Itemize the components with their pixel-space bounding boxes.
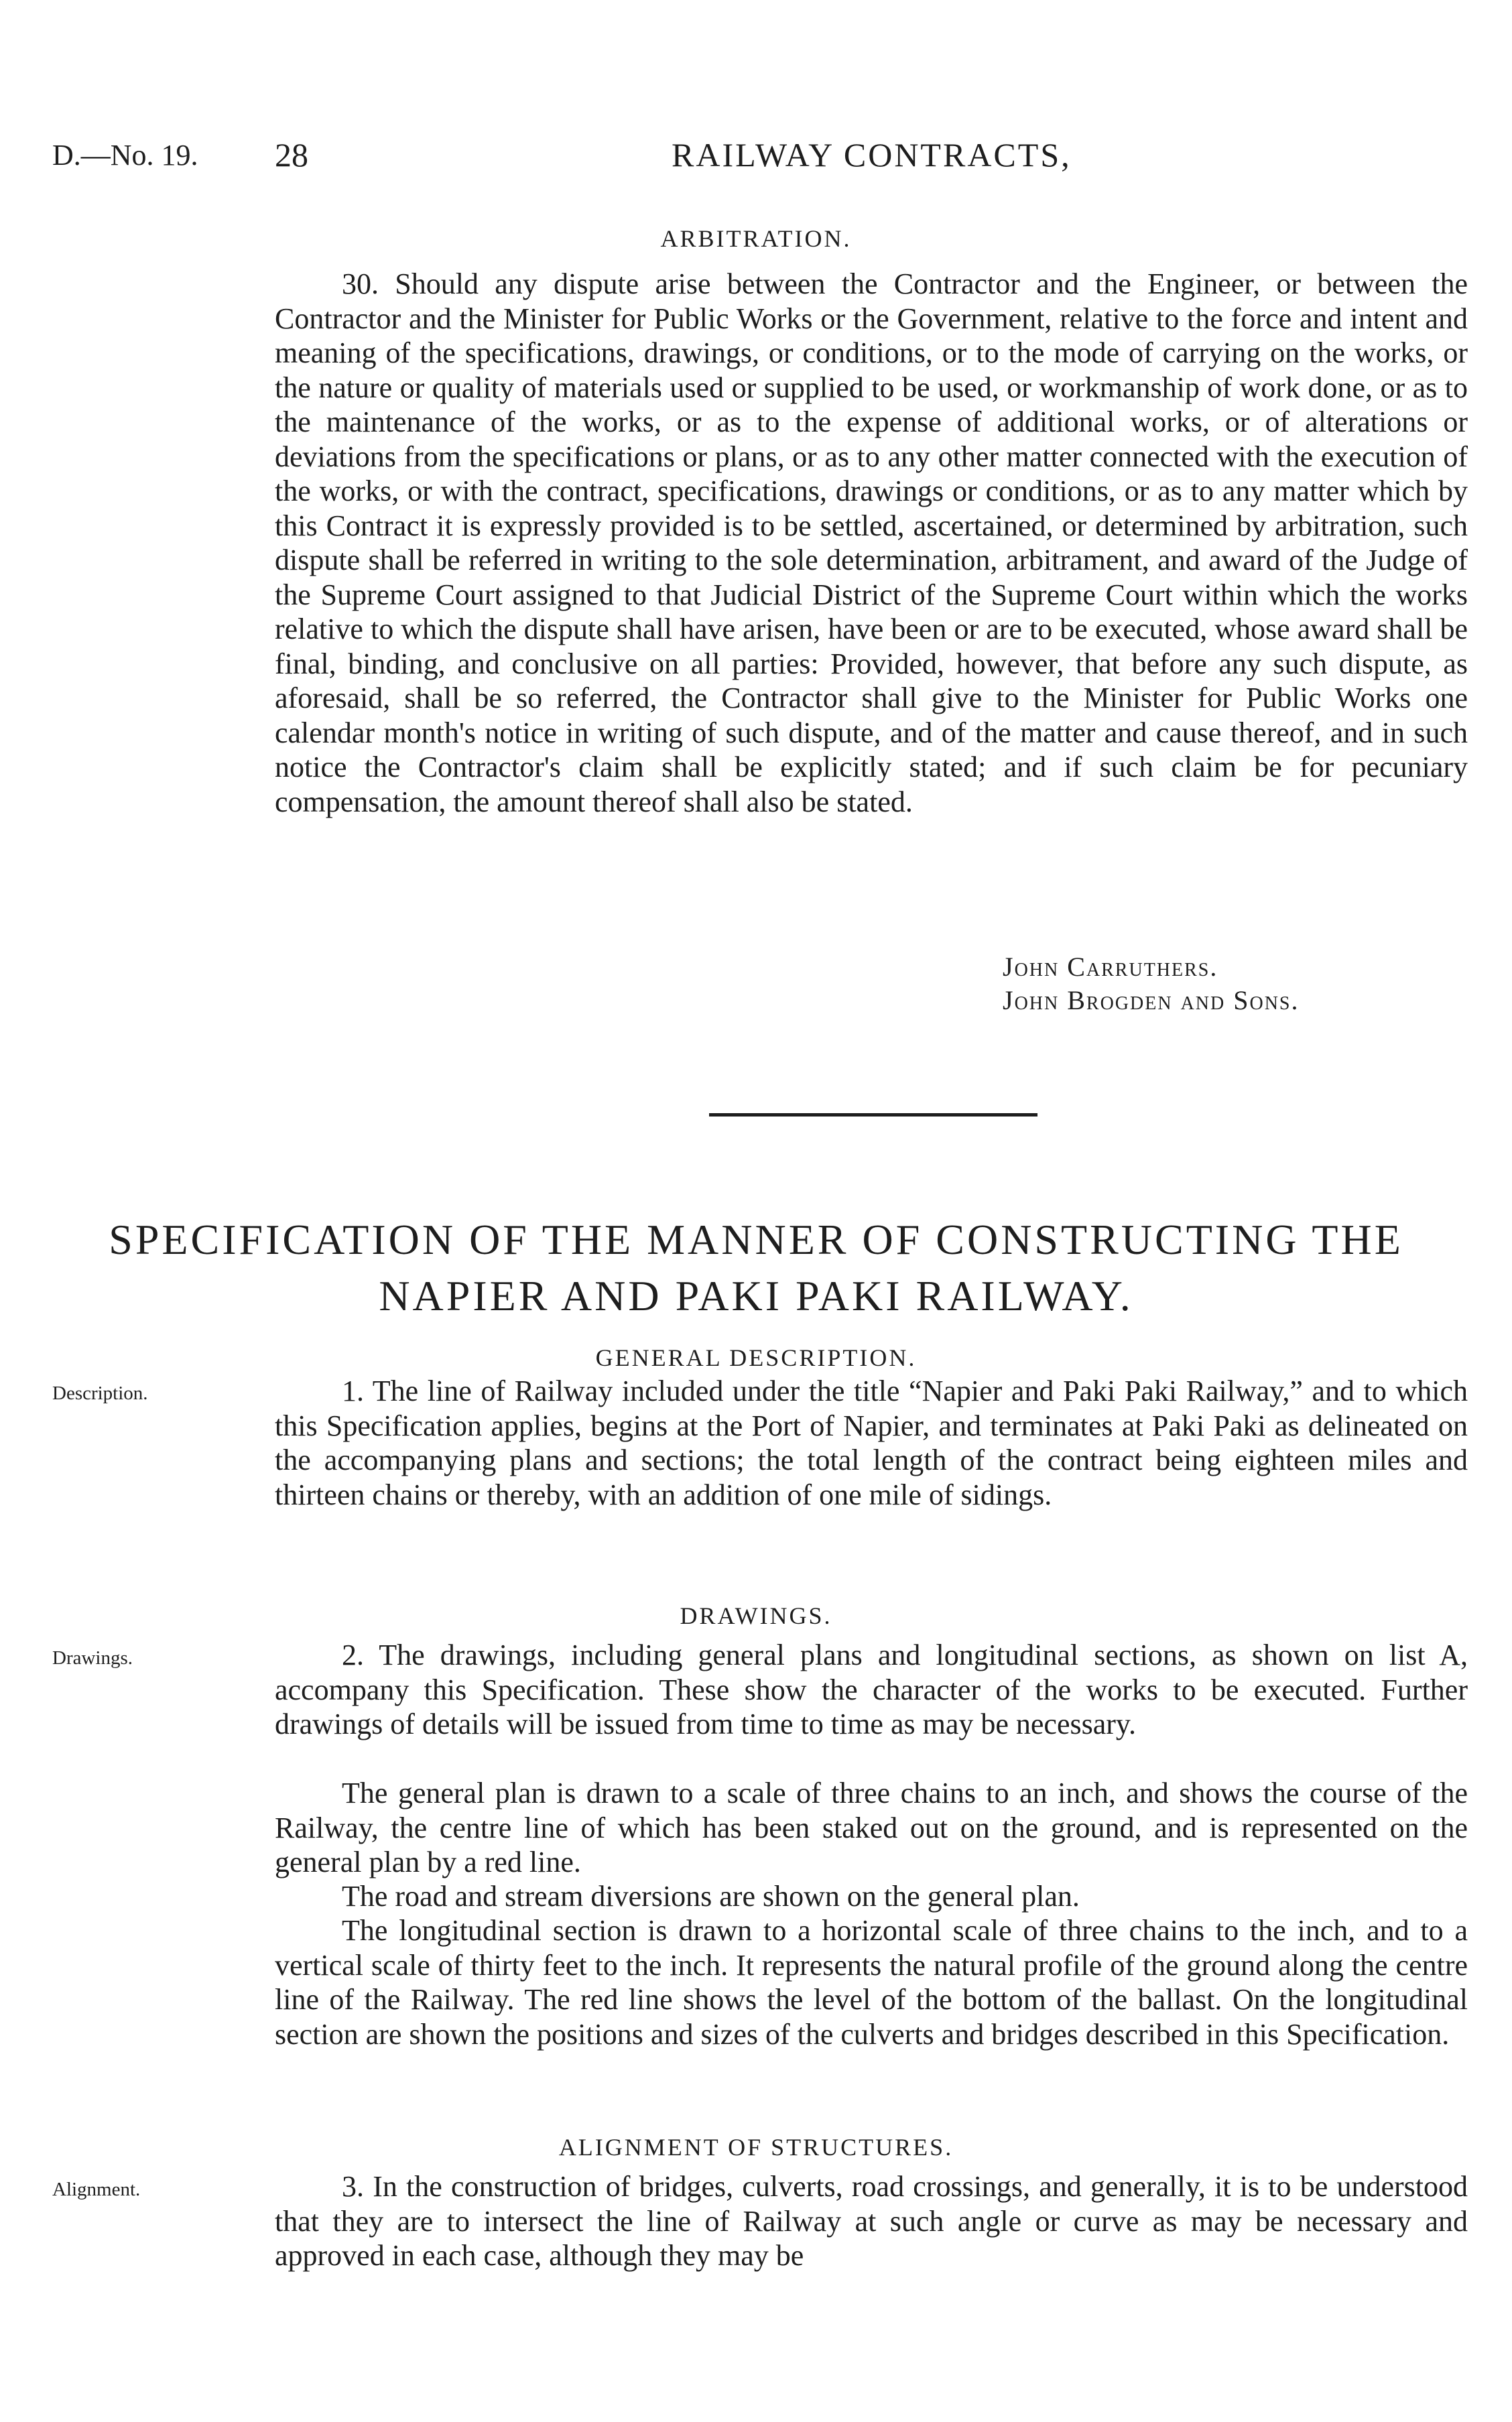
side-note-drawings: Drawings. bbox=[52, 1647, 133, 1669]
clause-3: 3. In the construction of bridges, culverts, road crossings, and generally, it is to be understood that they are to intersect the line of Railway at such angle or curve as may be necessary and approved in each case, although they may be bbox=[275, 2170, 1468, 2272]
clause-1: 1. The line of Railway included under the title “Napier and Paki Paki Railway,” and to which this Specification applies, begins at the Port of Napier, and terminates at Paki Paki as delineated on the accompanying plans and sections; the total length of the contract being eighteen miles and thirteen chains or thereby, with an addition of one mile of sidings. bbox=[275, 1375, 1468, 1511]
general-description-heading: GENERAL DESCRIPTION. bbox=[595, 1344, 917, 1371]
arbitration-heading: ARBITRATION. bbox=[660, 225, 852, 252]
signature-brogden: John Brogden and Sons. bbox=[1003, 985, 1300, 1015]
clause-2: 2. The drawings, including general plans and longitudinal sections, as shown on list A, accompany this Specification. These show the character of the works to be executed. Further drawings of details will be issued from time to time as may be necessary. bbox=[275, 1639, 1468, 1740]
running-title: RAILWAY CONTRACTS, bbox=[672, 136, 1072, 174]
document-reference: D.—No. 19. bbox=[52, 139, 198, 172]
page-number: 28 bbox=[275, 136, 308, 174]
arbitration-clause: 30. Should any dispute arise between the Contractor and the Engineer, or between the Contractor and the Minister for Public Works or the Government, relative to the force and intent and meaning of the specifications, drawings, or conditions, or to the mode of carrying on the works, or the nature or quality of materials used or supplied to be used, or workmanship of work done, or as to the maintenance of the works, or as to the expense of additional works, or of alterations or deviations from the specifications or plans, or as to any other matter connected with the execution of the works, or with the contract, specifications, drawings or conditions, or as to any matter which by this Contract it is expressly provided is to be settled, ascertained, or determined by arbitration, such dispute shall be referred in writing to the sole determination, arbitrament, and award of the Judge of the Supreme Court assigned to that Judicial District of the Supreme Court within which the works relative to which the dispute shall have arisen, have been or are to be executed, whose award shall be final, binding, and conclusive on all parties: Provided, however, that before any such dispute, as aforesaid, shall be so referred, the Contractor shall give to the Minister for Public Works one calendar month's notice in writing of such dispute, and of the matter and cause thereof, and in such notice the Contractor's claim shall be explicitly stated; and if such claim be for pecuniary compensation, the amount thereof shall also be stated. bbox=[275, 267, 1468, 818]
specification-title-line-1: SPECIFICATION OF THE MANNER OF CONSTRUCTING THE bbox=[109, 1216, 1403, 1263]
drawings-longitudinal-section: The longitudinal section is drawn to a horizontal scale of three chains to the inch, and to a vertical scale of thirty feet to the inch. It represents the natural profile of the ground along the centre line of the Railway. The red line shows the level of the bottom of the ballast. On the longitudinal section are shown the positions and sizes of the culverts and bridges described in this Specification. bbox=[275, 1914, 1468, 2051]
alignment-heading: ALIGNMENT OF STRUCTURES. bbox=[558, 2134, 954, 2161]
specification-title-line-2: NAPIER AND PAKI PAKI RAILWAY. bbox=[379, 1272, 1133, 1320]
drawings-general-plan: The general plan is drawn to a scale of three chains to an inch, and shows the course of the Railway, the centre line of which has been staked out on the ground, and is represented on the general plan by a red line. bbox=[275, 1777, 1468, 1878]
drawings-heading: DRAWINGS. bbox=[680, 1602, 832, 1629]
page-header bbox=[0, 138, 1512, 178]
section-divider bbox=[709, 1113, 1037, 1117]
signature-carruthers: John Carruthers. bbox=[1003, 952, 1218, 982]
side-note-description: Description. bbox=[52, 1383, 148, 1404]
side-note-alignment: Alignment. bbox=[52, 2179, 141, 2200]
drawings-diversions: The road and stream diversions are shown on the general plan. bbox=[342, 1880, 1080, 1913]
